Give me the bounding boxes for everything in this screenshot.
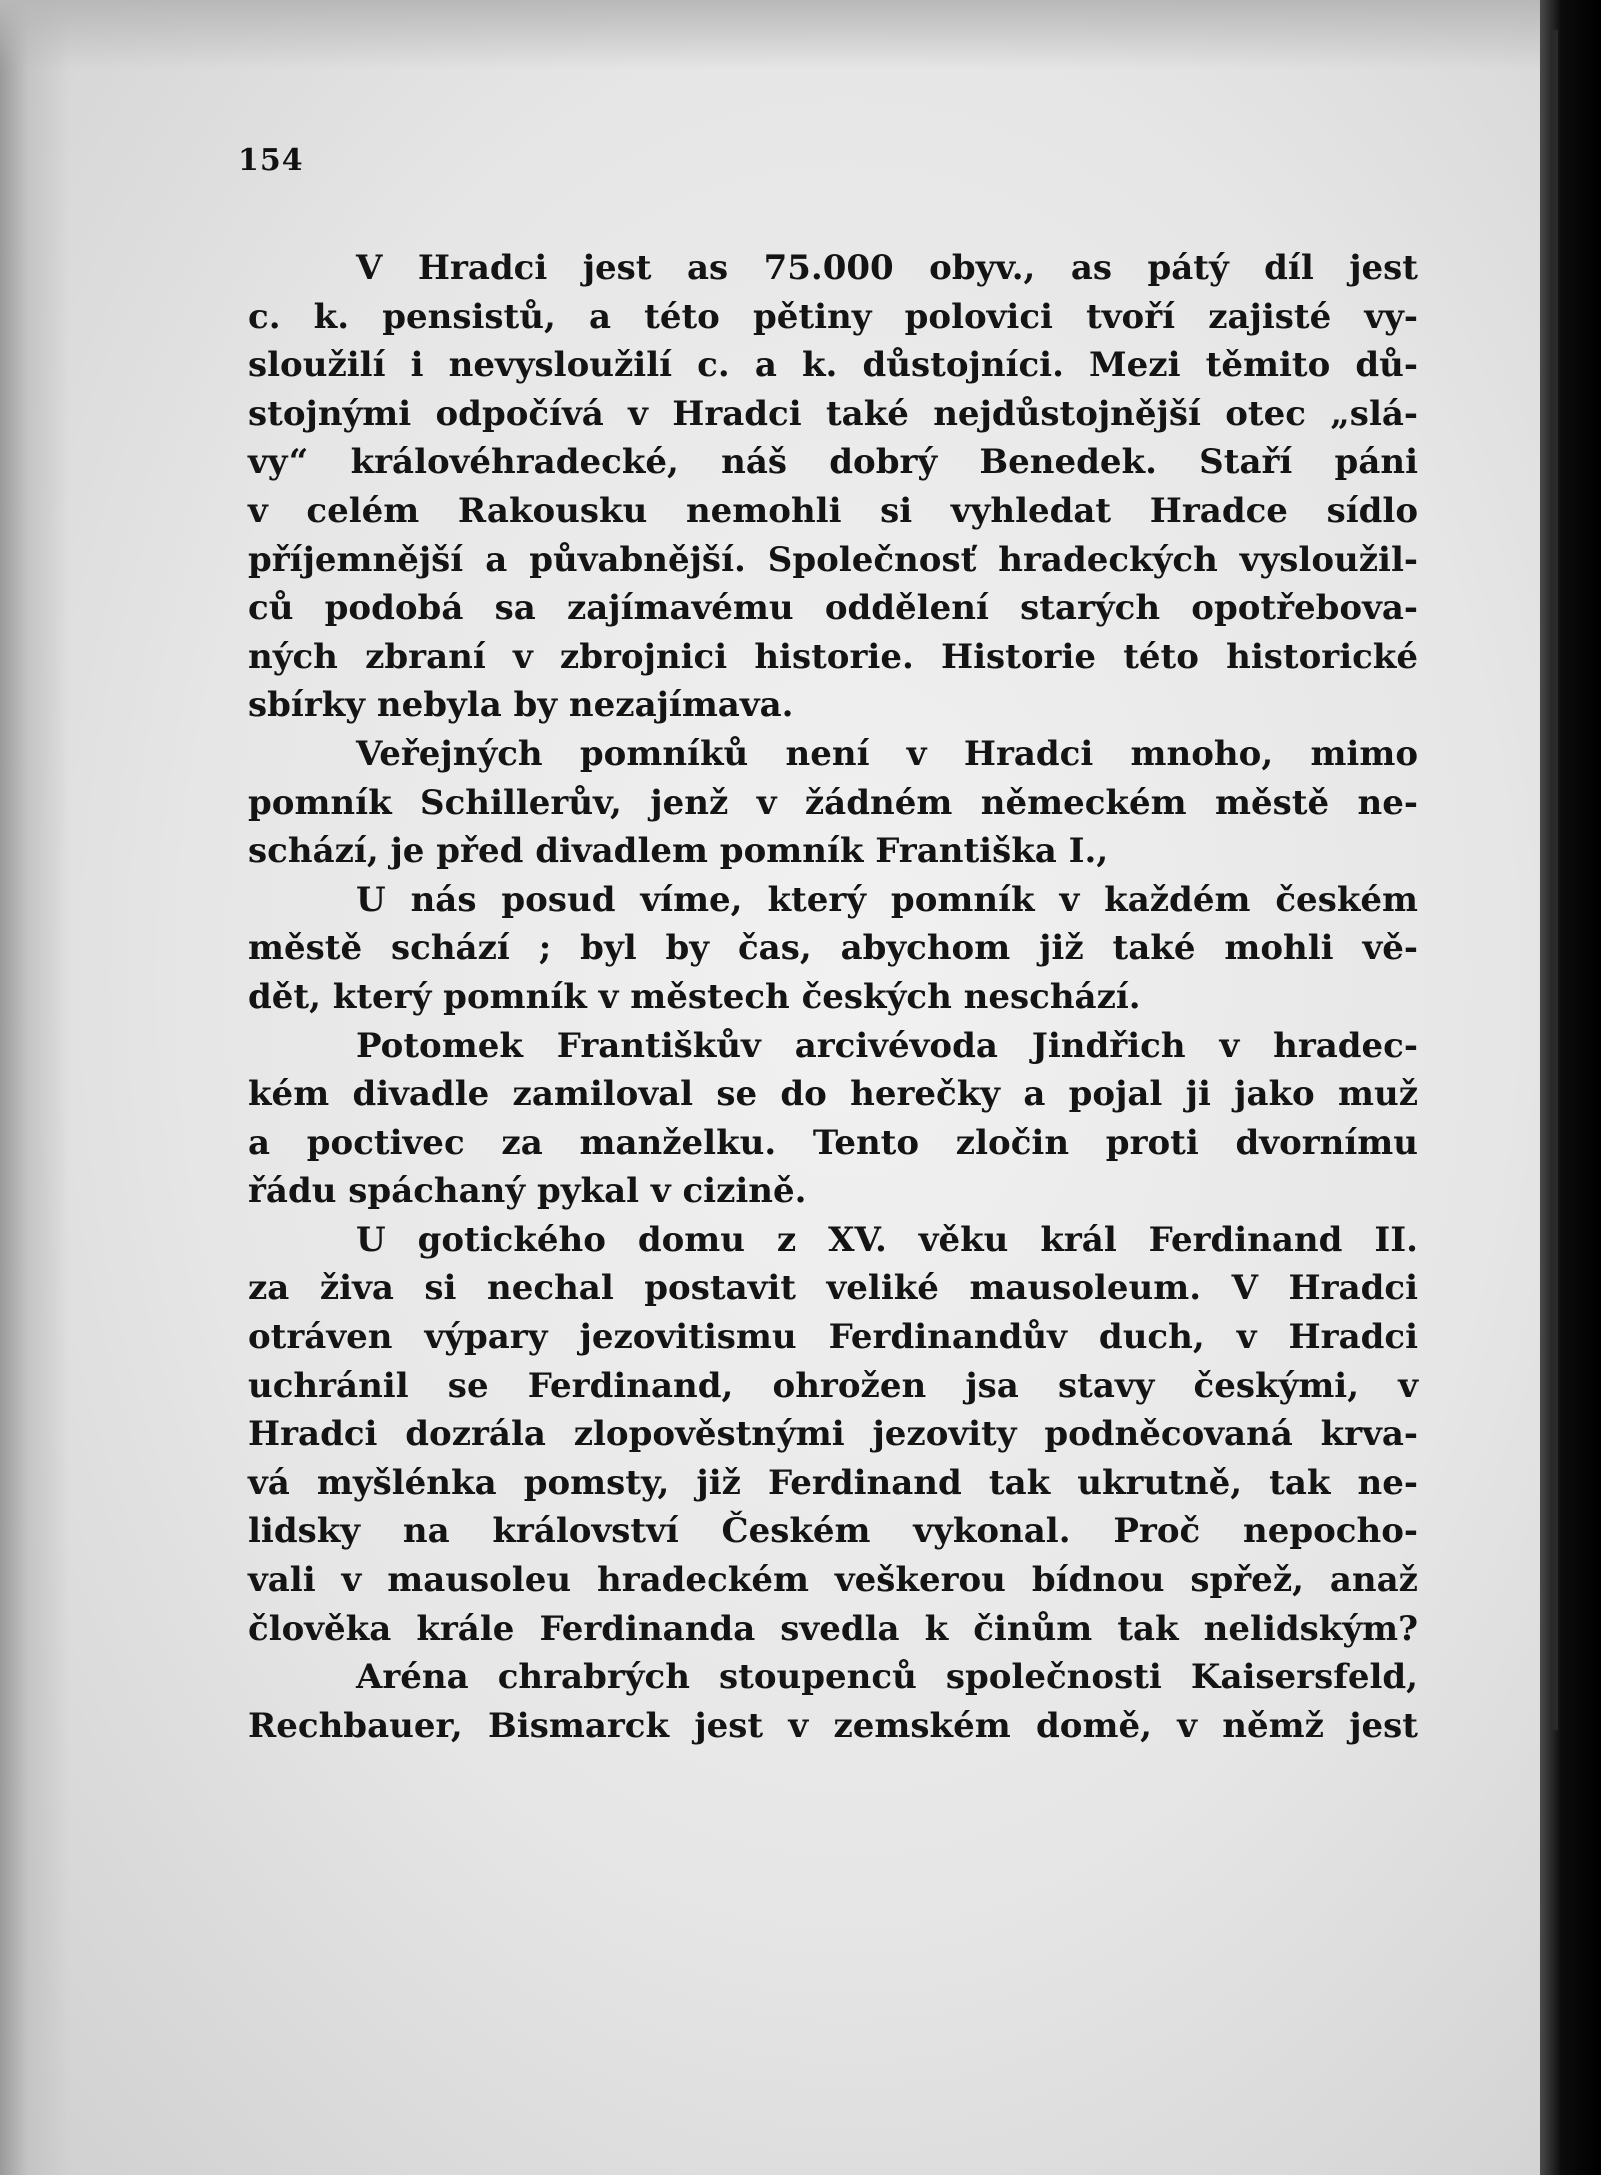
page-shadow-left	[0, 0, 70, 2175]
text-line: U nás posud víme, který pomník v každém českém	[356, 879, 1418, 920]
text-line: řádu spáchaný pykal v cizině.	[248, 1171, 807, 1212]
body-text	[248, 244, 1418, 1750]
text-line: V Hradci jest as 75.000 obyv., as pátý díl jest	[356, 248, 1418, 288]
book-binding	[1540, 0, 1601, 2175]
text-line: ců podobá sa zajímavému oddělení starých opotřebova-	[248, 588, 1418, 629]
text-line: Potomek Františkův arcivévoda Jindřich v hradec-	[356, 1025, 1418, 1066]
text-line: lidsky na království Českém vykonal. Proč nepocho-	[248, 1511, 1418, 1552]
text-line: otráven výpary jezovitismu Ferdinandův duch, v Hradci	[248, 1317, 1418, 1358]
text-line: Rechbauer, Bismarck jest v zemském domě, v němž jest	[248, 1705, 1418, 1746]
text-line: a poctivec za manželku. Tento zločin proti dvornímu	[248, 1122, 1418, 1163]
text-line: pomník Schillerův, jenž v žádném německém městě ne-	[248, 782, 1418, 823]
text-line: v celém Rakousku nemohli si vyhledat Hradce sídlo	[248, 490, 1418, 531]
text-line: uchránil se Ferdinand, ohrožen jsa stavy českými, v	[248, 1365, 1418, 1406]
text-line: sloužilí i nevysloužilí c. a k. důstojníci. Mezi těmito dů-	[248, 345, 1418, 386]
page-shadow-top	[0, 0, 1540, 70]
text-line: vá myšlénka pomsty, již Ferdinand tak ukrutně, tak ne-	[248, 1462, 1418, 1503]
text-line: Hradci dozrála zlopověstnými jezovity podněcovaná krva-	[248, 1414, 1418, 1455]
page-number: 154	[238, 143, 304, 178]
text-line: sbírky nebyla by nezajímava.	[248, 685, 794, 726]
binding-crease	[1552, 30, 1558, 1730]
text-line: c. k. pensistů, a této pětiny polovici tvoří zajisté vy-	[248, 296, 1418, 337]
text-line: vali v mausoleu hradeckém veškerou bídnou spřež, anaž	[248, 1560, 1418, 1601]
text-line: ných zbraní v zbrojnici historie. Historie této historické	[248, 636, 1418, 677]
text-line: Aréna chrabrých stoupenců společnosti Kaisersfeld,	[356, 1657, 1418, 1698]
text-line: příjemnější a půvabnější. Společnosť hradeckých vysloužil-	[248, 539, 1418, 580]
text-line: vy“ královéhradecké, náš dobrý Benedek. Staří páni	[248, 442, 1418, 483]
text-line: dět, který pomník v městech českých neschází.	[248, 976, 1141, 1017]
text-line: kém divadle zamiloval se do herečky a pojal ji jako muž	[248, 1074, 1418, 1115]
text-line: stojnými odpočívá v Hradci také nejdůstojnější otec „slá-	[248, 393, 1418, 434]
text-line: člověka krále Ferdinanda svedla k činům tak nelidským?	[248, 1608, 1418, 1649]
text-line: U gotického domu z XV. věku král Ferdinand II.	[356, 1219, 1418, 1260]
text-line: městě schází ; byl by čas, abychom již také mohli vě-	[248, 928, 1418, 969]
text-line: Veřejných pomníků není v Hradci mnoho, mimo	[356, 733, 1418, 774]
text-line: schází, je před divadlem pomník Františka I.,	[248, 831, 1109, 872]
text-line: za živa si nechal postavit veliké mausoleum. V Hradci	[248, 1268, 1418, 1309]
